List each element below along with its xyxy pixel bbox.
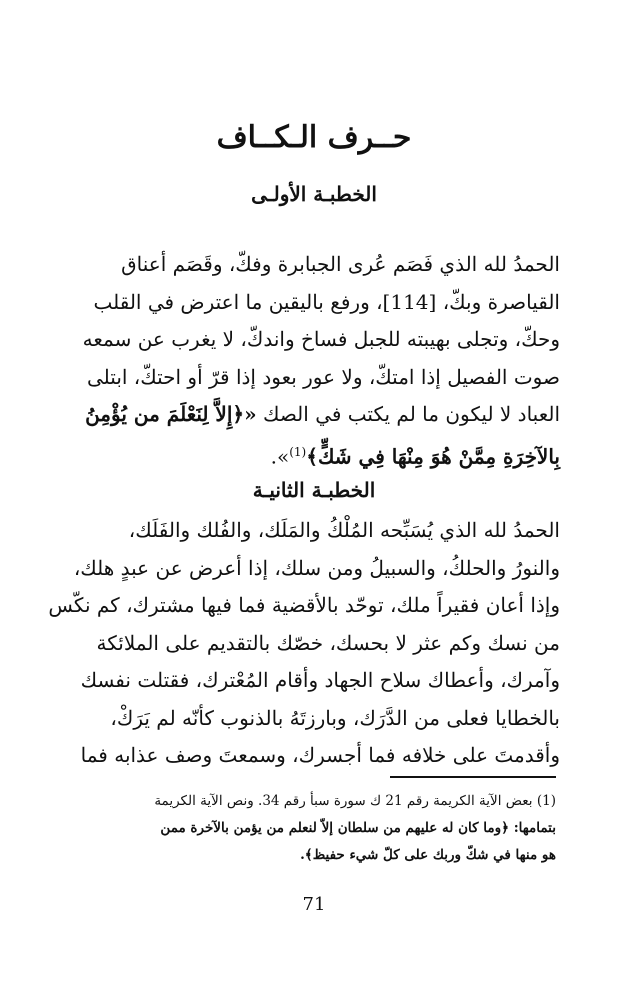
footnote: [76, 788, 556, 869]
quran-verse-end: بِالآخِرَةِ مِمَّنْ هُوَ مِنْهَا فِي شَكٍّ﴾: [306, 444, 560, 469]
text-line: بالخطايا فعلى من الدَّرَك، وبارزتَهُ بالذنوب كأنّه لم يَرَكْ،: [110, 705, 560, 730]
text-line: الحمدُ لله الذي يُسَبِّحه المُلْكُ والمَلَك، والفُلك والفَلَك،: [128, 518, 560, 542]
footnote-divider: [390, 776, 556, 778]
text-line: الحمدُ لله الذي فَصَم عُرى الجبابرة وفكّ، وقَصَم أعناق: [121, 252, 560, 276]
text-line: وإذا أعان فقيراً ملك، توحّد بالأقضية فما فيها مشترك، كم نكّس: [48, 593, 560, 617]
footnote-line: بتمامها: ﴿وما كان له عليهم من سلطان إلاّ لنعلم من يؤمن بالآخرة ممن: [160, 820, 556, 836]
text-line: وآمرك، وأعطاك سلاح الجهاد وأقام المُعْترك، فقتلت نفسك: [80, 668, 560, 692]
closing-punctuation: ».: [270, 444, 290, 469]
second-sermon-text: [48, 512, 560, 775]
text-line: [70, 434, 560, 476]
first-sermon-heading: الخطبـة الأولـى: [251, 182, 377, 206]
second-sermon-heading: الخطبـة الثانيـة: [252, 478, 376, 502]
text-line: وأقدمتَ على خلافه فما أجسرك، وسمعتَ وصف عذابه فما: [80, 743, 560, 767]
footnote-marker: (1): [289, 444, 307, 459]
first-sermon-text: [70, 246, 560, 476]
text-line: والنورُ والحلكُ، والسبيلُ ومن سلك، إذا أعرض عن عبدٍ هلك،: [73, 555, 560, 580]
page-number: 71: [302, 894, 326, 915]
text-line: وحكّ، وتجلى بهيبته للجبل فساخ واندكّ، لا يغرب عن سمعه: [82, 327, 560, 351]
text-segment: العباد لا ليكون ما لم يكتب في الصك: [262, 402, 560, 426]
text-line: من نسك وكم عثر لا بحسك، خصّك بالتقديم على الملائكة: [96, 630, 560, 655]
chapter-title: حــرف الـكــاف: [216, 120, 412, 155]
footnote-line: هو منها في شكّ وربك على كلّ شيء حفيظ﴾.: [300, 847, 556, 863]
footnote-line: (1) بعض الآية الكريمة رقم 21 ك سورة سبأ رقم 34. ونص الآية الكريمة: [154, 793, 556, 809]
quran-verse-start: «﴿إِلاَّ لِنَعْلَمَ من يُؤْمِنُ: [85, 402, 257, 426]
text-line: القياصرة وبكّ، [114]، ورفع باليقين ما اعترض في القلب: [93, 289, 560, 314]
text-line: [70, 396, 560, 434]
text-line: صوت الفصيل إذا امتكّ، ولا عور بعود إذا قرّ أو احتكّ، ابتلى: [87, 364, 560, 389]
